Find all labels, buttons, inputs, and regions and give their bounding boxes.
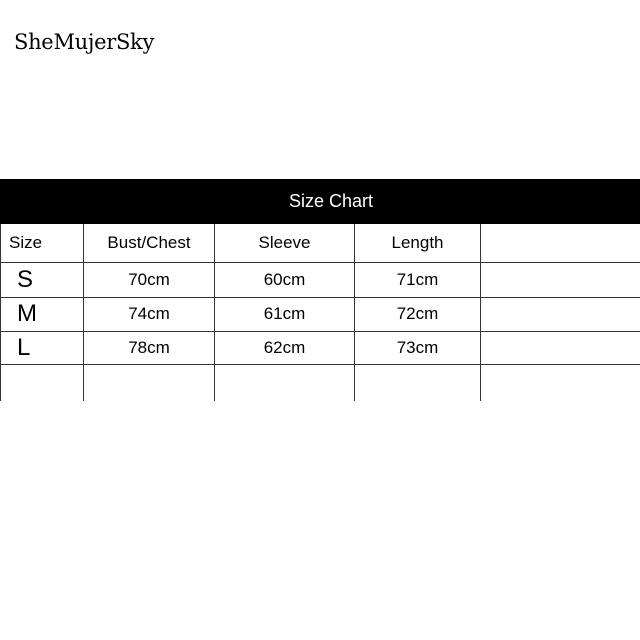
bust-value: 74cm: [84, 297, 215, 331]
size-label: S: [1, 262, 84, 297]
table-header-row: [1, 224, 640, 262]
size-label: L: [1, 331, 84, 364]
table-row: [1, 262, 640, 297]
table-row: [1, 364, 640, 401]
length-value: 72cm: [355, 297, 481, 331]
header-empty: [481, 224, 640, 262]
header-length: Length: [355, 224, 481, 262]
sleeve-value: [215, 364, 355, 401]
empty-cell: [481, 331, 640, 364]
table-row: [1, 297, 640, 331]
header-sleeve: Sleeve: [215, 224, 355, 262]
length-value: 71cm: [355, 262, 481, 297]
bust-value: [84, 364, 215, 401]
sleeve-value: 60cm: [215, 262, 355, 297]
bust-value: 70cm: [84, 262, 215, 297]
empty-cell: [481, 297, 640, 331]
header-bust-chest: Bust/Chest: [84, 224, 215, 262]
header-size: Size: [1, 224, 84, 262]
size-chart-table: [0, 224, 640, 401]
sleeve-value: 62cm: [215, 331, 355, 364]
size-label: [1, 364, 84, 401]
brand-logo-text: SheMujerSky: [14, 30, 155, 54]
length-value: 73cm: [355, 331, 481, 364]
length-value: [355, 364, 481, 401]
empty-cell: [481, 262, 640, 297]
bust-value: 78cm: [84, 331, 215, 364]
table-row: [1, 331, 640, 364]
sleeve-value: 61cm: [215, 297, 355, 331]
size-chart: [0, 179, 640, 401]
size-chart-title: Size Chart: [0, 179, 640, 224]
empty-cell: [481, 364, 640, 401]
size-label: M: [1, 297, 84, 331]
